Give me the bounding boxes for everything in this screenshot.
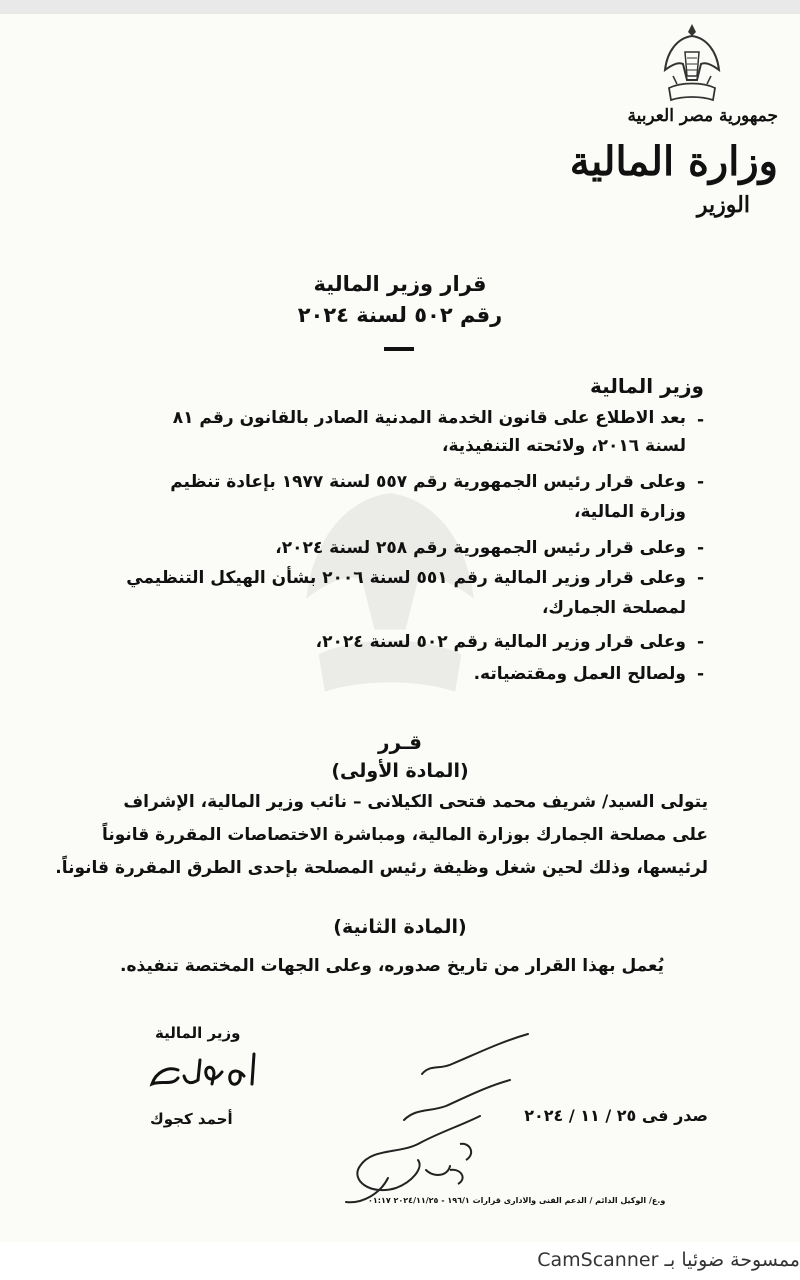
camscanner-prefix: ممسوحة ضوئيا بـ	[664, 1249, 800, 1271]
bullet-5: -	[696, 632, 704, 652]
consideration-4-line-2: لمصلحة الجمارك،	[541, 598, 686, 618]
signatory-title: وزير المالية	[155, 1024, 241, 1042]
decided-heading: قـرر	[378, 730, 422, 754]
camscanner-label	[537, 1243, 800, 1277]
bullet-1: -	[696, 410, 704, 430]
status-strip	[0, 0, 800, 14]
decree-title: قرار وزير المالية	[313, 272, 487, 296]
consideration-1-line-2: لسنة ٢٠١٦، ولائحته التنفيذية،	[441, 436, 686, 456]
signatory-name: أحمد كجوك	[150, 1110, 233, 1128]
decree-number: رقم ٥٠٢ لسنة ٢٠٢٤	[297, 303, 503, 327]
country-name: جمهورية مصر العربية	[627, 106, 778, 126]
consideration-2-line-1: وعلى قرار رئيس الجمهورية رقم ٥٥٧ لسنة ١٩٧٧ بإعادة تنظيم	[170, 472, 686, 492]
issued-date: صدر فى ٢٥ / ١١ / ٢٠٢٤	[524, 1106, 708, 1125]
article-1-line-3: لرئيسها، وذلك لحين شغل وظيفة رئيس المصلحة بإحدى الطرق المقررة قانوناً.	[55, 858, 708, 878]
eagle-emblem-icon	[663, 18, 721, 110]
consideration-2-line-2: وزارة المالية،	[573, 502, 686, 522]
bullet-2: -	[696, 472, 704, 492]
ministry-name: وزارة المالية	[569, 138, 778, 185]
bullet-3: -	[696, 538, 704, 558]
article-2-text: يُعمل بهذا القرار من تاريخ صدوره، وعلى الجهات المختصة تنفيذه.	[120, 956, 664, 976]
consideration-6-line-1: ولصالح العمل ومقتضياته.	[473, 664, 686, 684]
body-heading: وزير المالية	[590, 374, 704, 398]
consideration-1-line-1: بعد الاطلاع على قانون الخدمة المدنية الصادر بالقانون رقم ٨١	[172, 408, 686, 428]
footer-reference: و.ع/ الوكيل الدائم / الدعم الفنى والادارى قرارات ١٩٦/١ - ٢٠٢٤/١١/٢٥ ٠١:١٧	[368, 1196, 666, 1205]
article-1-line-1: يتولى السيد/ شريف محمد فتحى الكيلانى – نائب وزير المالية، الإشراف	[123, 792, 708, 812]
title-divider	[384, 347, 414, 351]
consideration-5-line-1: وعلى قرار وزير المالية رقم ٥٠٢ لسنة ٢٠٢٤،	[315, 632, 686, 652]
article-2-title: (المادة الثانية)	[333, 916, 467, 938]
handwritten-hr-note-icon	[300, 1020, 540, 1210]
consideration-3-line-1: وعلى قرار رئيس الجمهورية رقم ٢٥٨ لسنة ٢٠٢٤،	[275, 538, 686, 558]
article-1-line-2: على مصلحة الجمارك بوزارة المالية، ومباشرة الاختصاصات المقررة قانوناً	[101, 825, 708, 845]
article-1-title: (المادة الأولى)	[331, 760, 469, 782]
consideration-4-line-1: وعلى قرار وزير المالية رقم ٥٥١ لسنة ٢٠٠٦ بشأن الهيكل التنظيمي	[126, 568, 686, 588]
office-name: الوزير	[696, 192, 750, 218]
camscanner-brand: CamScanner	[537, 1249, 659, 1271]
minister-signature-icon	[148, 1050, 264, 1094]
bullet-6: -	[696, 664, 704, 684]
bullet-4: -	[696, 568, 704, 588]
